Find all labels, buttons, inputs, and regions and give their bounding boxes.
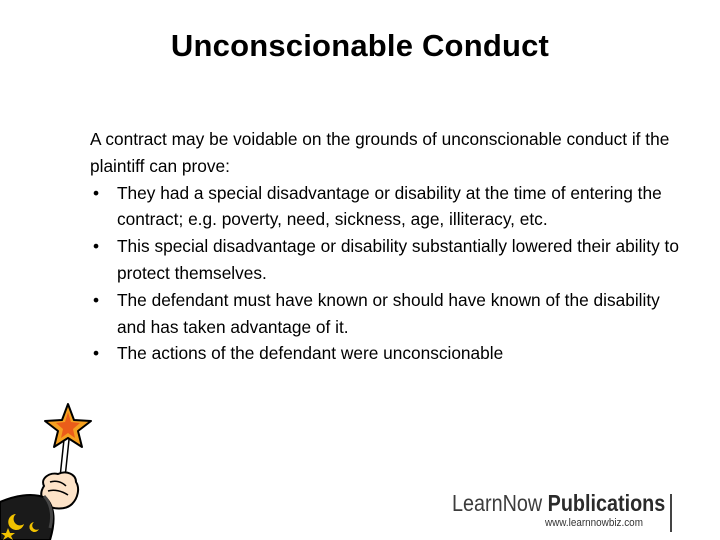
bullet-item [90,180,690,234]
bullet-icon: • [93,343,100,364]
bullet-text: The actions of the defendant were unconscionable [117,343,504,364]
intro-text: A contract may be voidable on the grounds of unconscionable conduct if the plaintiff can prove: [90,129,670,176]
wizard-hand-with-star-wand-icon [0,398,110,540]
logo-part-learnnow: LearnNow [452,490,543,516]
bullet-icon: • [93,289,100,310]
bullet-icon: • [93,182,100,203]
bullet-text: They had a special disadvantage or disability at the time of entering the contract; e.g. poverty, need, sickness, age, illiteracy, etc. [117,182,662,230]
bullet-item [90,287,690,341]
slide-title: Unconscionable Conduct [170,28,550,63]
publisher-logo [452,490,682,536]
logo-url: www.learnnowbiz.com [545,517,643,529]
bullet-item [90,233,690,287]
bullet-icon: • [93,236,100,257]
slide-body [90,126,690,367]
bullet-item [90,340,690,367]
logo-part-publications: Publications [547,490,666,516]
bullet-text: This special disadvantage or disability substantially lowered their ability to protect themselves. [117,236,679,283]
bullet-list [90,180,690,368]
bullet-text: The defendant must have known or should have known of the disability and has taken advantage of it. [117,289,660,337]
logo-divider [670,494,672,532]
logo-wordmark [452,490,665,517]
